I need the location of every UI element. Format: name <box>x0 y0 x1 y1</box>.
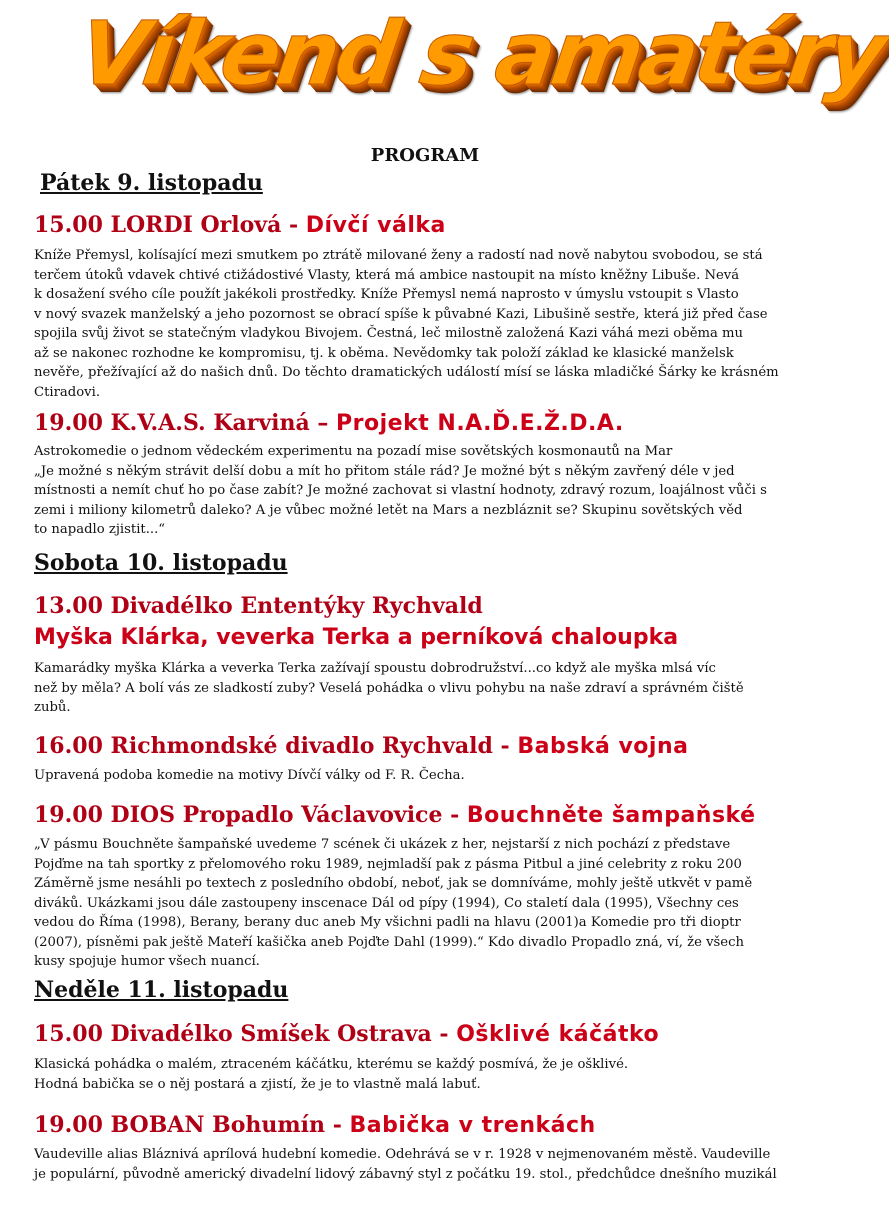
event-description <box>34 442 834 540</box>
event-title <box>34 212 446 238</box>
description-line: Astrokomedie o jednom vědeckém experimentu na pozadí mise sovětských kosmonautů na Mar <box>34 444 673 459</box>
banner-title: Víkend s amatéry <box>72 2 889 105</box>
description-line: diváků. Ukázkami jsou dále zastoupeny inscenace Dál od pípy (1994), Co staletí dala (1995), Všechny ces <box>34 895 739 911</box>
description-line: Ctiradovi. <box>34 384 101 400</box>
event-time-group: 19.00 K.V.A.S. Karviná – <box>34 410 337 436</box>
description-line: „Je možné s někým strávit delší dobu a mít ho přitom stále rád? Je možné být s někým zavřený déle v jed <box>34 463 735 479</box>
description-line: je populární, původně americký divadelní lidový zábavný styl z počátku 19. stol., předchůdce dnešního muzikál <box>34 1166 777 1182</box>
description-line: k dosažení svého cíle použít jakékoli prostředky. Kníže Přemysl nemá naprosto v úmyslu vstoupit s Vlasto <box>34 287 739 302</box>
description-line: Vaudeville alias Bláznivá aprílová hudební komedie. Odehrává se v r. 1928 v nejmenovaném městě. Vaudeville <box>34 1147 771 1162</box>
event-play-name: Babička v trenkách <box>349 1113 596 1138</box>
program-heading: PROGRAM <box>370 145 480 166</box>
event-description <box>34 1145 834 1184</box>
description-line: Hodná babička se o něj postará a zjistí, že je to vlastně malá labuť. <box>34 1076 481 1092</box>
description-line: Pojďme na tah sportky z přelomového roku 1989, nejmladší pak z pásma Pitbul a jiné celebrity z roku 200 <box>34 856 742 872</box>
event-description <box>34 1055 834 1094</box>
description-line: vedou do Říma (1998), Berany, berany duc aneb My všichni padli na hlavu (2001)a Komedie pro tři dioptr <box>34 915 741 930</box>
description-line: až se nakonec rozhodne ke kompromisu, tj. k oběma. Nevědomky tak položí základ ke klasické manželsk <box>34 345 734 361</box>
description-line: spojila svůj život se statečným vladykou Bivojem. Čestná, leč milostně založená Kazi váhá mezi oběma mu <box>34 326 744 341</box>
day-heading-saturday: Sobota 10. listopadu <box>34 550 288 576</box>
description-line: Kamarádky myška Klárka a veverka Terka zažívají spoustu dobrodružství...co když ale myška mlsá víc <box>34 661 716 676</box>
event-description <box>34 659 834 718</box>
event-play-name: Myška Klárka, veverka Terka a perníková chaloupka <box>34 625 679 650</box>
event-title <box>34 733 688 759</box>
event-title <box>34 410 624 436</box>
description-line: (2007), písněmi pak ještě Mateří kašička aneb Pojďte Dahl (1999).“ Kdo divadlo Propadlo zná, ví, že všech <box>34 934 744 950</box>
description-line: Klasická pohádka o malém, ztraceném káčátku, kterému se každý posmívá, že je ošklivé. <box>34 1057 629 1072</box>
event-time-group: 15.00 LORDI Orlová - <box>34 212 306 238</box>
event-description <box>34 835 834 972</box>
event-description <box>34 246 834 402</box>
event-play-name: Dívčí válka <box>305 213 446 238</box>
event-title <box>34 1021 659 1047</box>
description-line: místnosti a nemít chuť ho po čase zabít? Je možné zachovat si vlastní hodnoty, zdravý rozum, loajálnost vůči s <box>34 483 767 498</box>
event-title <box>34 802 756 828</box>
event-title <box>34 1112 596 1138</box>
event-play-name: Ošklivé káčátko <box>456 1022 660 1047</box>
description-line: to napadlo zjistit...“ <box>34 522 166 537</box>
event-play-name: Projekt N.A.Ď.E.Ž.D.A. <box>336 411 624 436</box>
description-line: „V pásmu Bouchněte šampaňské uvedeme 7 scének či ukázek z her, nejstarší z nich pochází z představe <box>34 837 731 852</box>
event-play-name: Bouchněte šampaňské <box>466 803 756 828</box>
description-line: v nový svazek manželský a jeho pozornost se obrací spíše k půvabné Kazi, Libušině sestře, která již před čase <box>34 306 768 322</box>
description-line: zemi i miliony kilometrů daleko? A je vůbec možné letět na Mars a nezbláznit se? Skupinu sovětských věd <box>34 502 743 518</box>
event-title <box>34 593 483 619</box>
event-time-group: 13.00 Divadélko Ententýky Rychvald <box>34 593 483 619</box>
event-play-name: Babská vojna <box>517 734 689 759</box>
event-time-group: 16.00 Richmondské divadlo Rychvald - <box>34 733 518 759</box>
banner <box>0 0 889 125</box>
event-time-group: 19.00 DIOS Propadlo Václavovice - <box>34 802 467 828</box>
event-time-group: 19.00 BOBAN Bohumín - <box>34 1112 350 1138</box>
day-heading-sunday: Neděle 11. listopadu <box>34 977 289 1003</box>
description-line: terčem útoků vdavek chtivé ctižádostivé Vlasty, která má ambice nastoupit na místo kněžny Libuše. Nevá <box>34 267 740 283</box>
day-heading-friday: Pátek 9. listopadu <box>40 170 263 196</box>
event-description <box>34 766 834 786</box>
event-time-group: 15.00 Divadélko Smíšek Ostrava - <box>34 1021 457 1047</box>
description-line: zubů. <box>34 700 71 715</box>
description-line: Kníže Přemysl, kolísající mezi smutkem po ztrátě milované ženy a radostí nad nově nabytou svobodou, se stá <box>34 248 763 263</box>
description-line: nevěře, přežívající až do našich dnů. Do těchto dramatických událostí mísí se láska mladičké Šárky ke krásném <box>34 365 779 380</box>
description-line: kusy spojuje humor všech nuancí. <box>34 954 260 969</box>
description-line: než by měla? A bolí vás ze sladkostí zuby? Veselá pohádka o vlivu pohybu na naše zdraví a správném čiště <box>34 680 744 696</box>
description-line: Upravená podoba komedie na motivy Dívčí války od F. R. Čecha. <box>34 768 465 783</box>
description-line: Záměrně jsme nesáhli po textech z posledního období, neboť, jak se domníváme, mohly ještě utkvět v pamě <box>34 876 753 891</box>
